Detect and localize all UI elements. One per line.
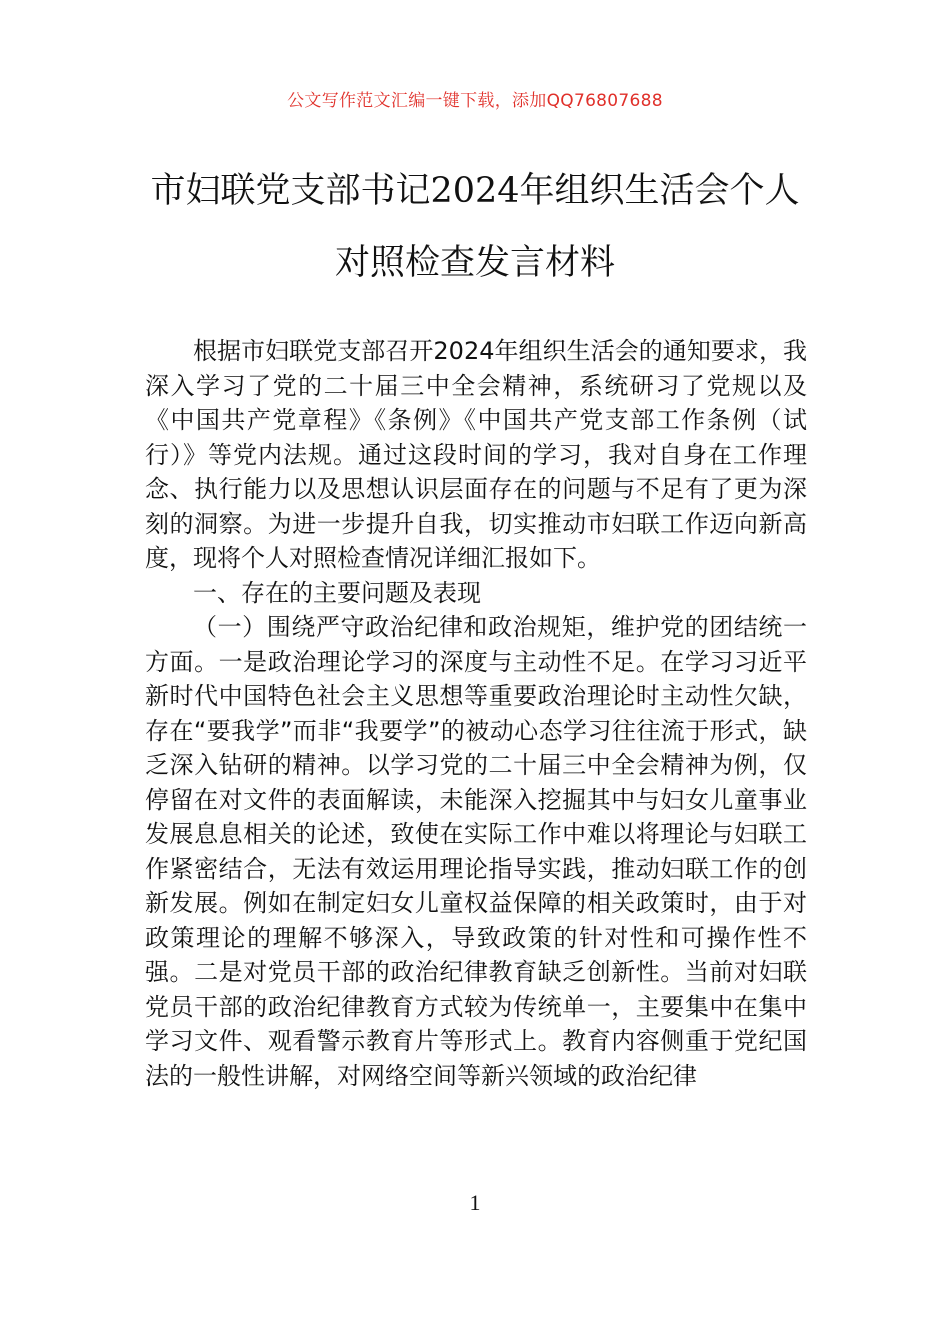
section-heading: 一、存在的主要问题及表现	[193, 578, 481, 607]
document-body	[145, 334, 807, 1093]
document-title-line-2: 对照检查发言材料	[334, 243, 615, 283]
document-title-line-1: 市妇联党支部书记2024年组织生活会个人	[150, 171, 800, 211]
page-number: 1	[469, 1190, 481, 1215]
intro-paragraph: 根据市妇联党支部召开2024年组织生活会的通知要求，我深入学习了党的二十届三中全会精神，系统研习了党规以及《中国共产党章程》《条例》《中国共产党支部工作条例（试行）》等党内法规。通过这段时间的学习，我对自身在工作理念、执行能力以及思想认识层面存在的问题与不足有了更为深刻的洞察。为进一步提升自我，切实推动市妇联工作迈向新高度，现将个人对照检查情况详细汇报如下。	[145, 337, 807, 572]
body-paragraph: （一）围绕严守政治纪律和政治规矩，维护党的团结统一方面。一是政治理论学习的深度与主动性不足。在学习习近平新时代中国特色社会主义思想等重要政治理论时主动性欠缺，存在“要我学”而非“我要学”的被动心态学习往往流于形式，缺乏深入钻研的精神。以学习党的二十届三中全会精神为例，仅停留在对文件的表面解读，未能深入挖掘其中与妇女儿童事业发展息息相关的论述，致使在实际工作中难以将理论与妇联工作紧密结合，无法有效运用理论指导实践，推动妇联工作的创新发展。例如在制定妇女儿童权益保障的相关政策时，由于对政策理论的理解不够深入，导致政策的针对性和可操作性不强。二是对党员干部的政治纪律教育缺乏创新性。当前对妇联党员干部的政治纪律教育方式较为传统单一，主要集中在集中学习文件、观看警示教育片等形式上。教育内容侧重于党纪国法的一般性讲解，对网络空间等新兴领域的政治纪律	[145, 613, 807, 1090]
promo-banner: 公文写作范文汇编一键下载，添加QQ76807688	[287, 91, 663, 111]
